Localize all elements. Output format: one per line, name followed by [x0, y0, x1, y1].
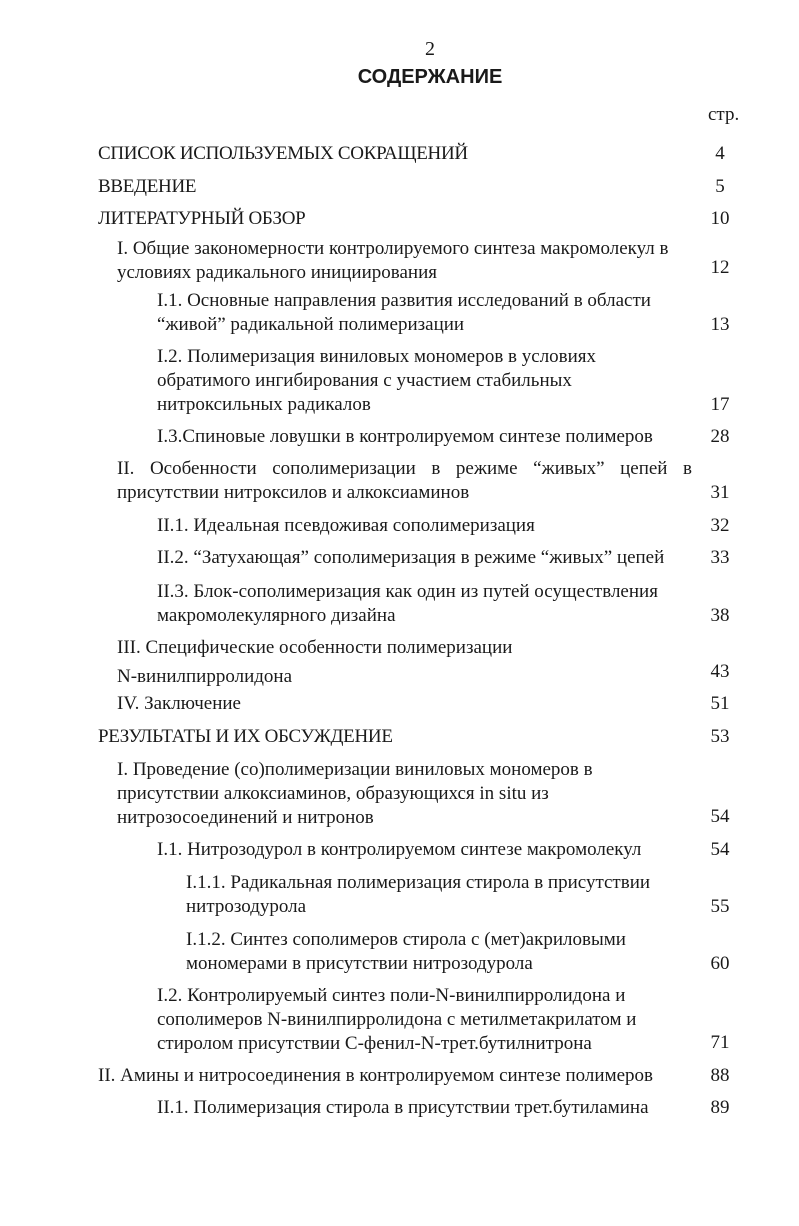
toc-page-number: 17 — [710, 394, 730, 415]
toc-page-number: 31 — [710, 482, 730, 503]
toc-entry-line: нитроксильных радикалов — [157, 394, 371, 415]
page-number: 2 — [425, 38, 435, 60]
toc-entry-line: обратимого ингибирования с участием стабильных — [157, 370, 572, 391]
toc-entry — [117, 636, 512, 689]
toc-entry — [157, 838, 641, 862]
toc-entry — [157, 546, 664, 570]
toc-entry — [186, 928, 626, 976]
toc-entry-line: N-винилпирролидона — [117, 666, 293, 687]
toc-page-number: 53 — [710, 726, 730, 747]
toc-entry-text: СПИСОК ИСПОЛЬЗУЕМЫХ СОКРАЩЕНИЙ — [98, 143, 468, 164]
toc-entry-line: I. Общие закономерности контролируемого синтеза макромолекул в — [117, 238, 669, 259]
toc-entry-text: ВВЕДЕНИЕ — [98, 176, 197, 197]
toc-entry-text: II.1. Полимеризация стирола в присутствии трет.бутиламина — [157, 1097, 649, 1118]
toc-entry-line: макромолекулярного дизайна — [157, 605, 396, 626]
toc-entry — [98, 207, 305, 231]
toc-page-number: 55 — [710, 896, 730, 917]
toc-entry — [117, 457, 692, 505]
toc-entry-line: условиях радикального инициирования — [117, 262, 437, 283]
page-column-label: стр. — [708, 104, 740, 125]
toc-entry-line: I.1.2. Синтез сополимеров стирола с (мет)акриловыми — [186, 929, 626, 950]
toc-entry-text: II. Амины и нитросоединения в контролируемом синтезе полимеров — [98, 1065, 653, 1086]
toc-page-number: 32 — [710, 515, 730, 536]
toc-page-number: 4 — [715, 143, 725, 164]
toc-page-number: 38 — [710, 605, 730, 626]
toc-entry — [117, 237, 692, 285]
toc-entry — [157, 1096, 649, 1120]
toc-entry — [186, 871, 650, 919]
toc-entry-text: ЛИТЕРАТУРНЫЙ ОБЗОР — [98, 208, 306, 229]
toc-entry-line: III. Специфические особенности полимеризации — [117, 637, 513, 658]
page-title: СОДЕРЖАНИЕ — [357, 66, 503, 88]
toc-entry — [98, 142, 468, 166]
toc-entry-line: I.2. Контролируемый синтез поли-N-винилпирролидона и — [157, 985, 626, 1006]
toc-page-number: 51 — [710, 693, 730, 714]
toc-page-number: 54 — [710, 839, 730, 860]
toc-entry — [157, 984, 636, 1056]
toc-page-number: 12 — [710, 257, 730, 278]
toc-entry-text: II.2. “Затухающая” сополимеризация в режиме “живых” цепей — [157, 547, 665, 568]
toc-entry-line: нитрозосоединений и нитронов — [117, 807, 374, 828]
toc-entry-line: I.2. Полимеризация виниловых мономеров в условиях — [157, 346, 597, 367]
toc-entry-line: “живой” радикальной полимеризации — [157, 314, 465, 335]
toc-entry-line: присутствии алкоксиаминов, образующихся in situ из — [117, 783, 549, 804]
toc-entry-line: сополимеров N-винилпирролидона с метилметакрилатом и — [157, 1009, 637, 1030]
toc-entry — [157, 345, 596, 417]
toc-page-number: 89 — [710, 1097, 730, 1118]
toc-entry-line: II.3. Блок-сополимеризация как один из путей осуществления — [157, 581, 658, 602]
toc-entry — [98, 725, 393, 749]
toc-entry-line: II. Особенности сополимеризации в режиме “живых” цепей в — [117, 458, 692, 479]
toc-entry — [157, 289, 651, 337]
toc-entry-line: присутствии нитроксилов и алкоксиаминов — [117, 482, 470, 503]
toc-entry-line: мономерами в присутствии нитрозодурола — [186, 953, 533, 974]
toc-page-number: 13 — [710, 314, 730, 335]
toc-page-number: 54 — [710, 806, 730, 827]
toc-page-number: 60 — [710, 953, 730, 974]
toc-page-number: 5 — [715, 176, 725, 197]
toc-entry — [157, 514, 535, 538]
toc-entry-line: I.1.1. Радикальная полимеризация стирола в присутствии — [186, 872, 651, 893]
toc-page-number: 33 — [710, 547, 730, 568]
toc-page-number: 71 — [710, 1032, 730, 1053]
toc-entry — [157, 580, 658, 628]
toc-entry-text: I.3.Спиновые ловушки в контролируемом синтезе полимеров — [157, 426, 653, 447]
toc-entry-text: IV. Заключение — [117, 693, 241, 714]
toc-page-number: 88 — [710, 1065, 730, 1086]
toc-entry — [117, 692, 241, 716]
toc-entry — [157, 425, 653, 449]
toc-entry-text: I.1. Нитрозодурол в контролируемом синтезе макромолекул — [157, 839, 642, 860]
toc-entry-text: РЕЗУЛЬТАТЫ И ИХ ОБСУЖДЕНИЕ — [98, 726, 393, 747]
toc-entry-line: I.1. Основные направления развития исследований в области — [157, 290, 651, 311]
toc-page-number: 10 — [710, 208, 730, 229]
toc-entry — [98, 175, 196, 199]
toc-entry-text: II.1. Идеальная псевдоживая сополимеризация — [157, 515, 535, 536]
toc-page-number: 28 — [710, 426, 730, 447]
toc-entry-line: I. Проведение (со)полимеризации виниловых мономеров в — [117, 759, 593, 780]
toc-entry — [98, 1064, 653, 1088]
toc-entry-line: стиролом присутствии С-фенил-N-трет.бутилнитрона — [157, 1033, 592, 1054]
toc-entry-line: нитрозодурола — [186, 896, 307, 917]
toc-entry — [117, 758, 593, 830]
toc-page-number: 43 — [710, 661, 730, 682]
